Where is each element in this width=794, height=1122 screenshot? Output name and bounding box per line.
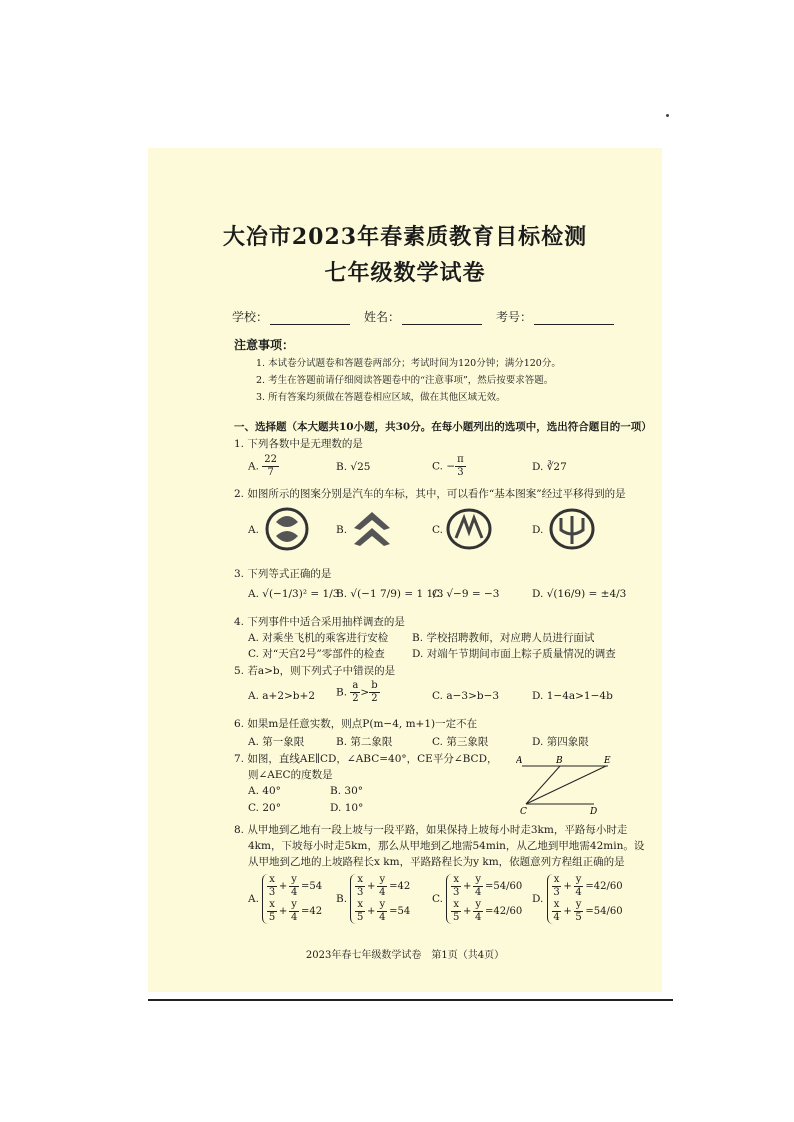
number-label: 考号： [496, 310, 533, 324]
school-blank[interactable] [270, 312, 350, 325]
q7-option-d: D. 10° [330, 802, 364, 814]
question-8-line1: 8. 从甲地到乙地有一段上坡与一段平路，如果保持上坡每小时走3km，平路每小时走 [234, 824, 628, 836]
q2-label-a: A. [248, 524, 259, 536]
q3-option-a: A. √(−1/3)² = 1/3 [248, 588, 340, 600]
logo-b-icon [350, 506, 394, 552]
question-3: 3. 下列等式正确的是 [234, 568, 332, 580]
q4-option-d: D. 对端午节期间市面上粽子质量情况的调查 [412, 648, 616, 660]
q8-option-b: B. $\frac{x}{3}$ + $\frac{y}{4}$ =42 $\frac{x}{5}$ + $\frac{y}{4}$ =54 [336, 874, 411, 923]
name-blank[interactable] [402, 312, 482, 325]
notice-item: 2. 考生在答题前请仔细阅读答题卷中的“注意事项”，然后按要求答题。 [256, 375, 554, 386]
notice-item: 3. 所有答案均须做在答题卷相应区域，做在其他区域无效。 [256, 392, 506, 403]
q1-option-c: C. − $\frac{\pi}{3}$ [432, 454, 464, 478]
question-1: 1. 下列各数中是无理数的是 [234, 438, 363, 450]
q2-label-b: B. [336, 524, 348, 536]
question-7-line2: 则∠AEC的度数是 [248, 769, 333, 781]
student-info-row [232, 308, 628, 325]
q2-label-d: D. [532, 524, 544, 536]
q7-option-b: B. 30° [330, 785, 364, 797]
notice-item: 1. 本试卷分试题卷和答题卷两部分；考试时间为120分钟；满分120分。 [256, 358, 561, 369]
q5-option-c: C. a−3>b−3 [432, 690, 500, 702]
school-field[interactable] [232, 308, 350, 325]
section-heading: 一、选择题（本大题共10小题，共30分。在每小题列出的选项中，选出符合题目的一项） [234, 421, 652, 433]
speck [666, 114, 669, 117]
q8-option-a: A. $\frac{x}{3}$ + $\frac{y}{4}$ =54 $\frac{x}{5}$ + $\frac{y}{4}$ =42 [248, 874, 323, 923]
q4-option-b: B. 学校招聘教师，对应聘人员进行面试 [412, 632, 595, 644]
question-8-line3: 从甲地到乙地的上坡路程长x km，平路路程长为y km，依题意列方程组正确的是 [248, 856, 625, 868]
name-label: 姓名： [364, 310, 401, 324]
q1-option-b: B. √25 [336, 461, 371, 473]
q6-option-c: C. 第三象限 [432, 736, 489, 748]
q4-option-c: C. 对“天宫2号”零部件的检查 [248, 648, 385, 660]
q3-option-b: B. √(−1 7/9) = 1 1/3 [336, 588, 444, 600]
notice-heading: 注意事项： [234, 338, 295, 352]
q3-option-c: C. √−9 = −3 [432, 588, 500, 600]
question-4: 4. 下列事件中适合采用抽样调查的是 [234, 616, 405, 628]
point-b-label: B [556, 756, 563, 766]
point-d-label: D [590, 807, 598, 816]
question-5: 5. 若a>b，则下列式子中错误的是 [234, 665, 396, 677]
q6-option-b: B. 第二象限 [336, 736, 393, 748]
q4-option-a: A. 对乘坐飞机的乘客进行安检 [248, 632, 389, 644]
name-field[interactable] [364, 308, 482, 325]
q6-option-d: D. 第四象限 [532, 736, 589, 748]
question-6: 6. 如果m是任意实数，则点P(m−4, m+1)一定不在 [234, 718, 478, 730]
logo-a-icon [264, 506, 310, 552]
exam-subtitle: 七年级数学试卷 [324, 260, 486, 286]
q8-option-d: D. $\frac{x}{3}$ + $\frac{y}{4}$ =42/60 $\frac{x}{4}$ + $\frac{y}{5}$ =54/60 [532, 874, 623, 923]
number-blank[interactable] [534, 312, 614, 325]
number-field[interactable] [496, 308, 614, 325]
logo-d-icon [548, 506, 596, 552]
q3-option-d: D. √(16/9) = ±4/3 [532, 588, 627, 600]
scan-edge-line [148, 999, 673, 1001]
q5-option-d: D. 1−4a>1−4b [532, 690, 613, 702]
question-8-line2: 4km，下坡每小时走5km，那么从甲地到乙地需54min，从乙地到甲地需42min。设 [248, 840, 645, 852]
exam-title: 大冶市2023年春素质教育目标检测 [222, 224, 588, 250]
q8-option-c: C. $\frac{x}{3}$ + $\frac{y}{4}$ =54/60 $\frac{x}{5}$ + $\frac{y}{4}$ =42/60 [432, 874, 523, 923]
question-7: 7. 如图，直线AE∥CD，∠ABC=40°，CE平分∠BCD， [234, 753, 498, 765]
page-footer: 2023年春七年级数学试卷 第1页（共4页） [305, 950, 505, 961]
q7-option-a: A. 40° [248, 785, 281, 797]
point-c-label: C [520, 807, 527, 816]
q7-option-c: C. 20° [248, 802, 281, 814]
logo-c-icon [446, 506, 492, 552]
question-2: 2. 如图所示的图案分别是汽车的车标，其中，可以看作“基本图案”经过平移得到的是 [234, 488, 626, 500]
q7-geometry-figure [516, 754, 616, 816]
point-a-label: A [516, 756, 523, 766]
q6-option-a: A. 第一象限 [248, 736, 305, 748]
q2-label-c: C. [432, 524, 443, 536]
q5-option-b: B. $\frac{a}{2}$ > $\frac{b}{2}$ [336, 680, 378, 704]
q5-option-a: A. a+2>b+2 [248, 690, 315, 702]
q1-option-d: D. ∛27 [532, 461, 567, 473]
point-e-label: E [604, 756, 611, 766]
school-label: 学校： [232, 310, 269, 324]
exam-paper [148, 148, 662, 992]
q1-option-a: A. $\frac{22}{7}$ [248, 454, 277, 478]
